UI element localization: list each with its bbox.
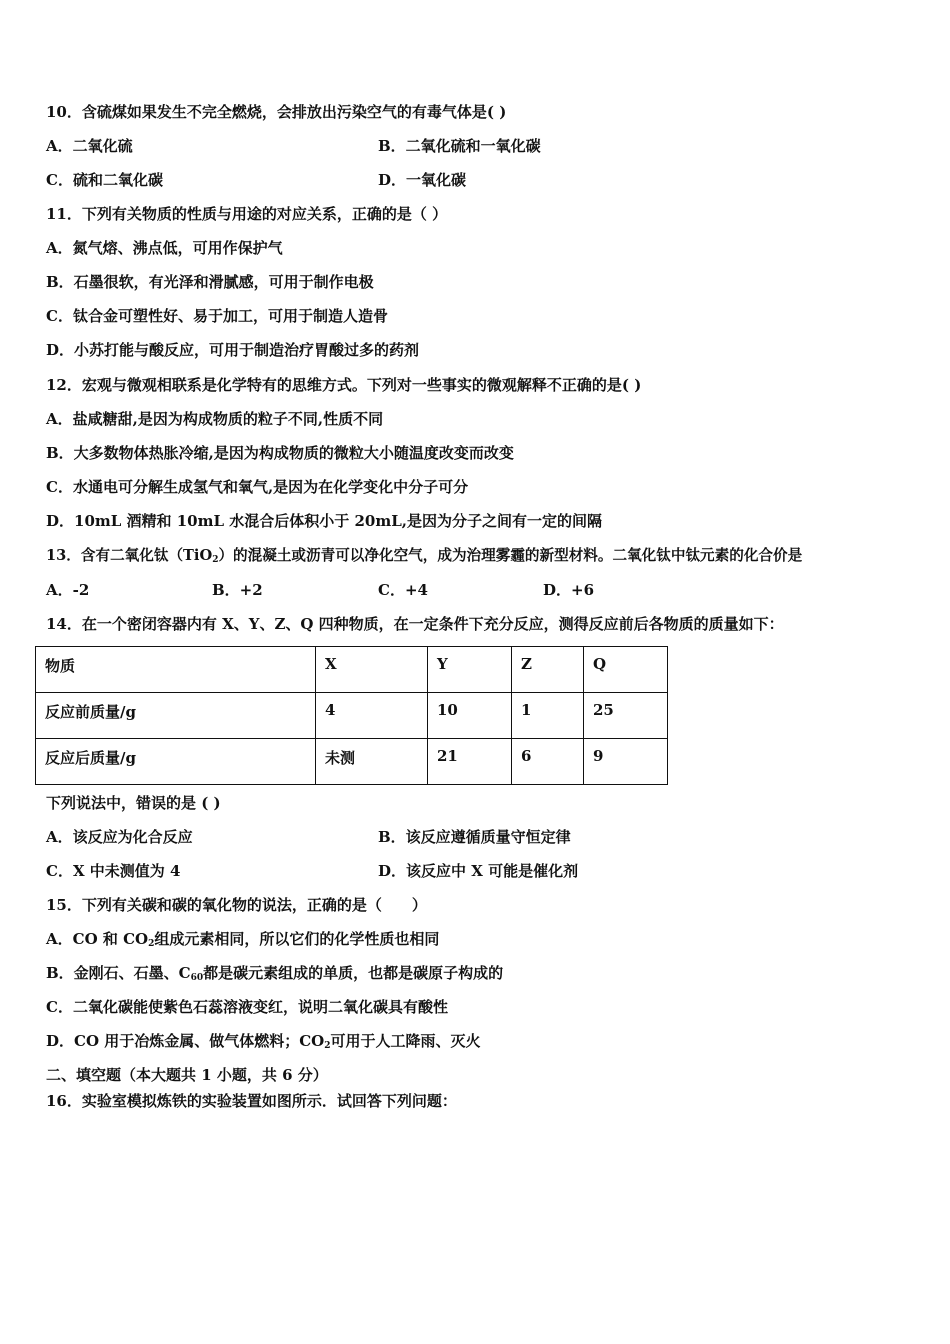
table-cell: 1 — [512, 693, 584, 739]
section-heading: 二、填空题（本大题共 1 小题，共 6 分） — [46, 1066, 328, 1084]
table-cell: 10 — [428, 693, 512, 739]
q12-option-b: B．大多数物体热胀冷缩,是因为构成物质的微粒大小随温度改变而改变 — [46, 444, 514, 462]
q12-option-a: A．盐咸糖甜,是因为构成物质的粒子不同,性质不同 — [46, 410, 384, 428]
q12-stem: 12．宏观与微观相联系是化学特有的思维方式。下列对一些事实的微观解释不正确的是( ) — [46, 376, 642, 394]
q12-option-c: C．水通电可分解生成氢气和氧气,是因为在化学变化中分子可分 — [46, 478, 469, 496]
q15-option-c: C．二氧化碳能使紫色石蕊溶液变红，说明二氧化碳具有酸性 — [46, 998, 448, 1016]
q11-option-d: D．小苏打能与酸反应，可用于制造治疗胃酸过多的药剂 — [46, 341, 420, 359]
table-cell: X — [316, 647, 428, 693]
q11-option-c: C．钛合金可塑性好、易于加工，可用于制造人造骨 — [46, 307, 388, 325]
table-cell: 未测 — [316, 739, 428, 785]
q15-option-b: B．金刚石、石墨、$C_{60}$都是碳元素组成的单质，也都是碳原子构成的 — [46, 964, 504, 983]
table-cell: 物质 — [36, 647, 316, 693]
q10-option-d: D．一氧化碳 — [378, 171, 467, 189]
q14-option-d: D．该反应中 X 可能是催化剂 — [378, 862, 579, 880]
table-cell: 25 — [584, 693, 668, 739]
q13-option-a: A．-2 — [46, 581, 90, 599]
q14-stem: 14．在一个密闭容器内有 X、Y、Z、Q 四种物质，在一定条件下充分反应，测得反应前后各物质的质量如下： — [46, 615, 784, 633]
table-cell: 反应后质量/g — [36, 739, 316, 785]
table-row — [36, 647, 668, 693]
q10-stem: 10．含硫煤如果发生不完全燃烧，会排放出污染空气的有毒气体是( ) — [46, 103, 507, 121]
q10-option-b: B．二氧化硫和一氧化碳 — [378, 137, 541, 155]
q13-option-b: B．+2 — [212, 581, 263, 599]
q11-stem: 11．下列有关物质的性质与用途的对应关系，正确的是（ ） — [46, 205, 448, 223]
q15-option-a: A．CO 和 $CO_2$组成元素相同，所以它们的化学性质也相同 — [46, 930, 440, 949]
q10-option-c: C．硫和二氧化碳 — [46, 171, 163, 189]
q13-option-c: C．+4 — [378, 581, 428, 599]
q13-option-d: D．+6 — [543, 581, 595, 599]
q14-option-b: B．该反应遵循质量守恒定律 — [378, 828, 571, 846]
table-cell: 6 — [512, 739, 584, 785]
q13-stem: 13．含有二氧化钛（TiO$_2$）的混凝土或沥青可以净化空气，成为治理雾霾的新型材料。二氧化钛中钛元素的化合价是 — [46, 547, 803, 565]
q15-stem: 15．下列有关碳和碳的氧化物的说法，正确的是（ ） — [46, 896, 427, 914]
table-cell: Y — [428, 647, 512, 693]
q14-option-a: A．该反应为化合反应 — [46, 828, 193, 846]
q10-option-a: A．二氧化硫 — [46, 137, 133, 155]
table-cell: 4 — [316, 693, 428, 739]
table-cell: Z — [512, 647, 584, 693]
table-cell: 21 — [428, 739, 512, 785]
mass-table — [35, 646, 668, 785]
q15-option-d: D．CO 用于冶炼金属、做气体燃料；$CO_2$可用于人工降雨、灭火 — [46, 1032, 481, 1051]
table-row — [36, 693, 668, 739]
q12-option-d: D．10mL 酒精和 10mL 水混合后体积小于 20mL,是因为分子之间有一定的间隔 — [46, 512, 602, 530]
q11-option-a: A．氮气熔、沸点低，可用作保护气 — [46, 239, 283, 257]
table-row — [36, 739, 668, 785]
q16-stem: 16．实验室模拟炼铁的实验装置如图所示．试回答下列问题： — [46, 1092, 457, 1110]
table-cell: 9 — [584, 739, 668, 785]
q11-option-b: B．石墨很软，有光泽和滑腻感，可用于制作电极 — [46, 273, 374, 291]
table-cell: Q — [584, 647, 668, 693]
q14-option-c: C．X 中未测值为 4 — [46, 862, 181, 880]
q14-question: 下列说法中，错误的是 ( ) — [46, 794, 221, 812]
table-cell: 反应前质量/g — [36, 693, 316, 739]
